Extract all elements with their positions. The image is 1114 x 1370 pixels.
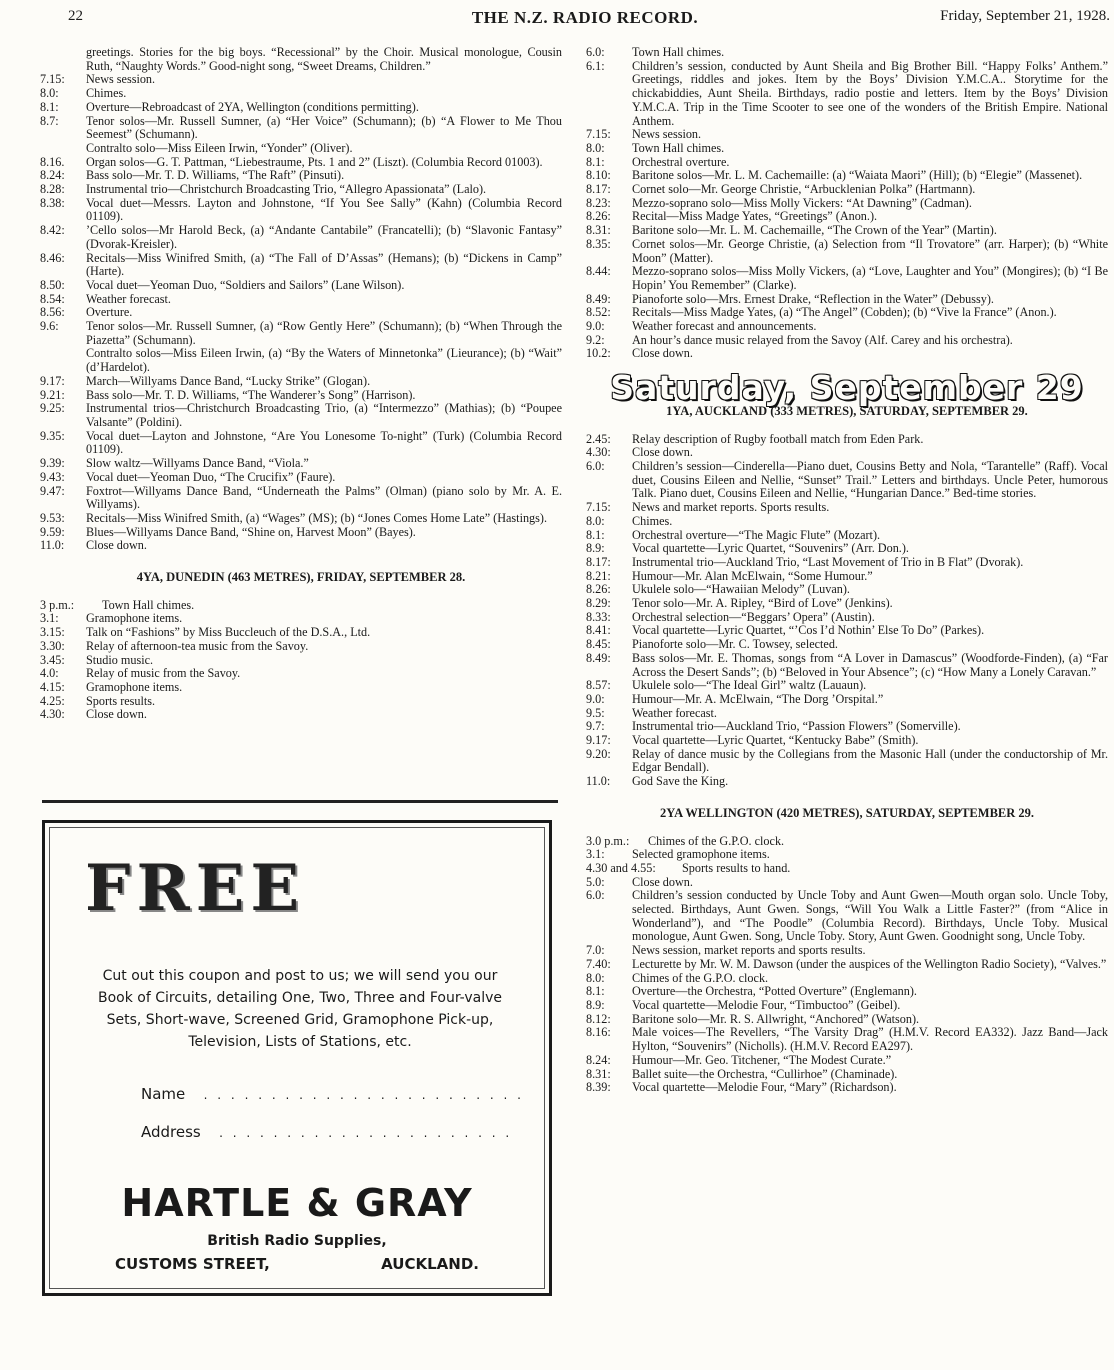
entry-text: Vocal quartette—Melodie Four, “Timbuctoo” (Geibel). [632,998,901,1012]
entry-time: 8.41: [586,623,611,638]
entry-text: Overture—Rebroadcast of 2YA, Wellington (conditions permitting). [86,99,419,114]
entry-text: Cornet solos—Mr. George Christie, (a) Selection from “Il Trovatore” (arr. Harper); (b) “White Moon” (Matter). [632,236,1108,265]
entry-text: Chimes of the G.P.O. clock. [648,833,785,848]
entry-text: Studio music. [86,652,154,667]
ad-tagline: British Radio Supplies, [207,1233,387,1249]
programme-entry [40,612,562,626]
entry-time: 8.1: [586,984,605,999]
programme-entry [586,210,1108,224]
programme-entry [586,433,1108,447]
programme-entry [586,460,1108,501]
entry-time: 8.1: [586,527,605,542]
programme-entry [586,999,1108,1013]
entry-text: Chimes of the G.P.O. clock. [632,970,769,985]
programme-entry [586,1054,1108,1068]
entry-text: Recitals—Miss Winifred Smith, (a) “The Fall of D’Assas” (Hemans); (b) “Dickens in Camp” (Harte). [86,250,562,279]
entry-text: Recitals—Miss Winifred Smith, (a) “Wages” (MS); (b) “Jones Comes Home Late” (Hastings). [86,510,547,525]
entry-text: Mezzo-soprano solos—Miss Molly Vickers, (a) “Love, Laughter and You” (Mongires); (b) “I Be Hopin’ You Remember” (Clarke). [632,264,1108,292]
programme-entry [40,347,562,374]
entry-time [40,46,86,73]
entry-text: Weather forecast and announcements. [632,319,817,334]
entry-text: greetings. Stories for the big boys. “Recessional” by the Choir. Musical monologue, Cousin Ruth, “Naughty Words.” Good-night song, “Sweet Dreams, Children.” [86,45,562,73]
programme-entry [586,515,1108,529]
page-header [60,8,1110,34]
wellington-heading: 2YA WELLINGTON (420 METRES), SATURDAY, SEPTEMBER 29. [659,805,1035,820]
ad-headline: FREE [85,851,306,926]
entry-time: 8.10: [586,168,611,183]
entry-text: Baritone solo—Mr. R. S. Allwright, “Anchored” (Watson). [632,1011,920,1026]
auckland-heading: 1YA, AUCKLAND (333 METRES), SATURDAY, SEPTEMBER 29. [666,403,1028,418]
coupon-name-label: Name [141,1085,186,1103]
entry-time: 8.31: [586,223,611,238]
entry-text: Chimes. [632,513,673,528]
entry-text: Close down. [86,707,147,722]
programme-entry [586,734,1108,748]
entry-text: God Save the King. [632,774,729,789]
coupon-address-field[interactable] [141,1123,512,1141]
entry-time: 7.15: [586,127,611,142]
programme-entry [40,156,562,170]
entry-time: 8.42: [40,223,65,238]
entry-text: Contralto solo—Miss Eileen Irwin, “Yonder” (Oliver). [86,140,353,155]
programme-entry [586,347,1108,361]
entry-text: Tenor solos—Mr. Russell Sumner, (a) “Her Voice” (Schumann); (b) “A Flower to Me Thou Seemest” (Schumann). [86,113,562,142]
entry-text: Chimes. [86,86,127,101]
programme-entry [586,446,1108,460]
issue-date: Friday, September 21, 1928. [940,8,1110,24]
programme-entry [40,224,562,251]
entry-time: 8.57: [586,678,611,693]
entry-time: 9.0: [586,691,605,706]
programme-entry [40,115,562,142]
entry-text: Relay of dance music by the Collegians from the Masonic Hall (under the conductorship of Mr. Edgar Bendall). [632,746,1108,775]
entry-text: News and market reports. Sports results. [632,500,830,515]
programme-entry [586,876,1108,890]
programme-entry [586,972,1108,986]
programme-entry [586,848,1108,862]
column-divider [42,800,558,803]
entry-time: 4.0: [40,666,59,681]
entry-text: Humour—Mr. Alan McElwain, “Some Humour.” [632,568,873,583]
programme-entry [586,293,1108,307]
entry-time: 3.15: [40,625,65,640]
entry-text: Children’s session conducted by Uncle Toby and Aunt Gwen—Mouth organ solo. Uncle Toby, selected. Birthdays, Aunt Gwen. Songs, “Will You Walk a Little Faster?” (from “Alice in Wonderland”), and “The Poodle” (Columbia Record). Birthdays, Uncle Toby. Musical monologue, Aunt Gwen. Song, Uncle Toby. Story, Aunt Gwen. Goodnight song, Uncle Toby. [632,888,1108,944]
entry-text: Weather forecast. [632,705,717,720]
right-column [586,46,1108,1095]
entry-time: 8.52: [586,305,611,320]
programme-entry [586,597,1108,611]
entry-time: 8.29: [586,596,611,611]
entry-text: Vocal duet—Yeoman Duo, “The Crucifix” (Faure). [86,469,336,484]
entry-time: 6.0: [586,45,605,59]
entry-time: 8.49: [586,291,611,306]
programme-entry [40,626,562,640]
entry-time: 7.15: [40,72,65,87]
entry-text: Tenor solos—Mr. Russell Sumner, (a) “Row Gently Here” (Schumann); (b) “When Through the Piazetta” (Schumann). [86,319,562,347]
programme-entry [586,238,1108,265]
entry-text: Overture—the Orchestra, “Potted Overture” (Englemann). [632,984,917,999]
programme-entry [40,512,562,526]
entry-time: 9.59: [40,524,65,539]
entry-time: 3.45: [40,652,65,667]
entry-text: Gramophone items. [86,611,183,626]
hartle-gray-coupon-ad [42,820,552,1296]
entry-time: 5.0: [586,874,605,889]
entry-text: Close down. [632,874,693,889]
entry-text: Vocal duet—Layton and Johnstone, “Are You Lonesome To-night” (Turk) (Columbia Record 01109). [86,428,562,457]
entry-text: Relay description of Rugby football match from Eden Park. [632,431,924,446]
entry-time: 3.1: [40,611,59,626]
entry-time: 9.5: [586,705,605,720]
entry-time: 4.30 and 4.55: [586,860,656,875]
entry-time: 4.15: [40,679,65,694]
entry-text: Town Hall chimes. [632,140,725,155]
entry-text: News session. [632,127,702,142]
programme-entry [586,1026,1108,1053]
programme-entry [586,707,1108,721]
entry-time: 9.0: [586,319,605,334]
programme-entry [586,529,1108,543]
programme-entry [40,485,562,512]
entry-time: 9.21: [40,387,65,402]
entry-time: 2.45: [586,431,611,446]
entry-time: 8.45: [586,637,611,652]
entry-time: 8.24: [586,1052,611,1067]
entry-text: Humour—Mr. Geo. Titchener, “The Modest Curate.” [632,1052,892,1067]
entry-text: Town Hall chimes. [632,45,725,59]
entry-text: March—Willyams Dance Band, “Lucky Strike” (Glogan). [86,373,371,388]
ad-city: AUCKLAND. [381,1255,479,1273]
entry-text: Foxtrot—Willyams Dance Band, “Underneath the Palms” (Olman) (piano solo by Mr. A. E. Willyams). [86,483,562,512]
entry-text: Male voices—The Revellers, “The Varsity Drag” (H.M.V. Record EA332). Jazz Band—Jack Hylton, “Souvenirs” (Nicholls). (H.M.V. Record EA297). [632,1025,1108,1054]
entry-time: 9.39: [40,456,65,471]
entry-time: 10.2: [586,346,611,361]
programme-entry [40,389,562,403]
programme-entry [586,320,1108,334]
entry-time: 4.30: [586,445,611,460]
entry-time: 8.21: [586,568,611,583]
programme-entry [40,599,562,613]
entry-text: Close down. [86,538,147,553]
programme-entry [40,46,562,73]
entry-text: Contralto solos—Miss Eileen Irwin, (a) “By the Waters of Minnetonka” (Lieurance); (b) “Wait” (d’Hardelot). [86,346,562,375]
entry-text: Ukulele solo—“Hawaiian Melody” (Luvan). [632,582,850,597]
programme-entry [586,889,1108,944]
entry-time: 4.25: [40,693,65,708]
entry-text: Weather forecast. [86,291,171,306]
entry-text: Selected gramophone items. [632,847,770,862]
programme-entry [40,73,562,87]
wellington-programme [586,835,1108,1095]
dunedin-programme [40,599,562,722]
programme-entry [40,667,562,681]
entry-text: Vocal quartette—Melodie Four, “Mary” (Richardson). [632,1080,897,1095]
programme-entry [40,681,562,695]
entry-text: Lecturette by Mr. W. M. Dawson (under the auspices of the Wellington Radio Society), “Valves.” [632,956,1107,971]
programme-entry [40,539,562,553]
programme-entry [40,526,562,540]
programme-entry [40,252,562,279]
programme-entry [586,679,1108,693]
entry-time: 8.9: [586,998,605,1012]
entry-text: Vocal quartette—Lyric Quartet, “Souvenirs” (Arr. Don.). [632,541,909,556]
entry-time: 3.1: [586,847,605,862]
programme-entry [40,279,562,293]
programme-entry [40,471,562,485]
entry-time: 8.0: [40,86,59,101]
saturday-banner: Saturday, September 29 [610,368,1084,408]
entry-text: Instrumental trio—Auckland Trio, “Passion Flowers” (Somerville). [632,719,961,734]
entry-text: Talk on “Fashions” by Miss Buccleuch of the D.S.A., Ltd. [86,625,371,640]
ad-brand-name: HARTLE & GRAY [121,1181,473,1225]
programme-entry [40,183,562,197]
entry-time: 8.46: [40,250,65,265]
programme-entry [586,265,1108,292]
entry-text: Sports results. [86,693,156,708]
programme-entry [586,985,1108,999]
programme-entry [586,542,1108,556]
ad-body-text: Cut out this coupon and post to us; we will send you our Book of Circuits, detailing One, Two, Three and Four-valve Sets, Short-wave, Screened Grid, Gramophone Pick-up, Television, Lists of Stations, etc. [97,968,503,1050]
entry-text: Instrumental trio—Christchurch Broadcasting Trio, “Allegro Apassionata” (Lalo). [86,182,487,197]
entry-time: 8.17: [586,554,611,569]
entry-time: 8.33: [586,609,611,624]
entry-time: 7.15: [586,500,611,515]
entry-time: 8.23: [586,195,611,210]
entry-text: Slow waltz—Willyams Dance Band, “Viola.” [86,456,309,471]
programme-entry [40,169,562,183]
entry-time: 8.31: [586,1066,611,1081]
programme-entry [586,835,1108,849]
entry-time: 9.17: [586,733,611,748]
entry-time: 9.2: [586,332,605,347]
programme-entry [586,652,1108,679]
entry-time: 7.0: [586,943,605,958]
entry-text: Bass solos—Mr. E. Thomas, songs from “A Lover in Damascus” (Woodforde-Finden), (a) “Far Across the Desert Sands”; (b) “Beloved in Your Absence”; (c) “How Many a Lonely Caravan.” [632,650,1108,679]
programme-entry [40,101,562,115]
programme-entry [40,375,562,389]
entry-time: 4.30: [40,707,65,722]
entry-text: Ukulele solo—“The Ideal Girl” waltz (Lauaun). [632,678,867,693]
programme-entry [40,197,562,224]
ad-street: CUSTOMS STREET, [115,1255,270,1273]
entry-text: Pianoforte solo—Mr. C. Towsey, selected. [632,637,838,652]
entry-text: Ballet suite—the Orchestra, “Cullirhoe” (Chaminade). [632,1066,898,1081]
entry-time: 8.17: [586,182,611,197]
entry-text: Orchestral selection—“Beggars’ Opera” (Austin). [632,609,875,624]
entry-time: 8.12: [586,1011,611,1026]
entry-time: 8.26: [586,582,611,597]
programme-entry [40,402,562,429]
programme-entry [40,87,562,101]
entry-text: Recitals—Miss Madge Yates, (a) “The Angel” (Cobden); (b) “Vive la France” (Anon.). [632,305,1057,320]
entry-text: An hour’s dance music relayed from the Savoy (Alf. Carey and his orchestra). [632,332,1013,347]
programme-entry [40,695,562,709]
entry-text: Mezzo-soprano solo—Miss Molly Vickers: “At Dawning” (Cadman). [632,195,972,210]
entry-text: Tenor solo—Mr. A. Ripley, “Bird of Love” (Jenkins). [632,596,893,611]
entry-time: 8.1: [40,99,59,114]
entry-time: 8.50: [40,277,65,292]
entry-text: Pianoforte solo—Mrs. Ernest Drake, “Reflection in the Water” (Debussy). [632,291,994,306]
entry-time: 8.54: [40,291,65,306]
entry-text: Orchestral overture—“The Magic Flute” (Mozart). [632,527,881,542]
entry-time: 6.1: [586,58,605,73]
entry-text: Baritone solos—Mr. L. M. Cachemaille: (a) “Waiata Maori” (Hill); (b) “Elegie” (Massenet). [632,168,1083,183]
entry-text: Instrumental trios—Christchurch Broadcasting Trio, (a) “Intermezzo” (Mathias); (b) “Poupee Valsante” (Poldini). [86,401,562,429]
entry-time: 8.44: [586,264,611,279]
programme-entry [586,958,1108,972]
entry-time: 9.20: [586,746,611,761]
programme-continued [586,46,1108,361]
auckland-programme [586,433,1108,789]
programme-entry [40,320,562,347]
programme-entry [586,638,1108,652]
entry-time: 6.0: [586,458,605,473]
programme-entry [586,944,1108,958]
entry-time: 8.28: [40,182,65,197]
programme-entry [586,862,1108,876]
programme-entry [586,720,1108,734]
entry-time: 8.1: [586,154,605,169]
entry-time: 8.56: [40,305,65,320]
programme-entry [40,457,562,471]
entry-text: Baritone solo—Mr. L. M. Cachemaille, “The Crown of the Year” (Martin). [632,223,997,238]
entry-text: Blues—Willyams Dance Band, “Shine on, Harvest Moon” (Bayes). [86,524,416,539]
entry-text: Town Hall chimes. [102,597,195,612]
entry-time: 11.0: [586,774,611,789]
entry-text: Close down. [632,445,693,460]
entry-time: 8.7: [40,113,59,128]
entry-text: Recital—Miss Madge Yates, “Greetings” (Anon.). [632,209,878,224]
programme-entry [40,142,562,156]
programme-entry [586,1068,1108,1082]
entry-text: Relay of music from the Savoy. [86,666,241,681]
entry-time: 8.16. [40,154,65,169]
entry-time: 3.30: [40,638,65,653]
entry-time [40,142,86,156]
programme-entry [586,197,1108,211]
page-number: 22 [68,8,83,24]
entry-time: 9.53: [40,510,65,525]
entry-time: 8.0: [586,140,605,155]
programme-entry [586,334,1108,348]
entry-text: News session. [86,72,156,87]
entry-time: 9.17: [40,373,65,388]
programme-entry [586,46,1108,60]
programme-entry [40,654,562,668]
entry-text: Close down. [632,346,693,361]
entry-time: 9.35: [40,428,65,443]
programme-entry [586,693,1108,707]
programme-entry [586,156,1108,170]
programme-entry [586,611,1108,625]
entry-time: 8.9: [586,541,605,556]
entry-text: Orchestral overture. [632,154,730,169]
programme-entry [40,708,562,722]
entry-text: Vocal duet—Messrs. Layton and Johnstone, “If You See Sally” (Kahn) (Columbia Record 01109). [86,195,562,224]
coupon-address-line: . . . . . . . . . . . . . . . . . . . . . . [205,1126,513,1140]
programme-entry [586,775,1108,789]
programme-entry [586,60,1108,129]
programme-entry [586,142,1108,156]
christchurch-programme-continued [40,46,562,553]
programme-entry [586,748,1108,775]
programme-entry [586,169,1108,183]
entry-text: Gramophone items. [86,679,183,694]
entry-time: 8.0: [586,970,605,985]
entry-time: 8.38: [40,195,65,210]
entry-text: ’Cello solos—Mr Harold Beck, (a) “Andante Cantabile” (Francatelli); (b) “Slavonic Fantasy” (Dvorak-Kreisler). [86,223,562,251]
programme-entry [586,183,1108,197]
entry-text: Organ solos—G. T. Pattman, “Liebestraume, Pts. 1 and 2” (Liszt). (Columbia Record 01003). [86,154,543,169]
entry-time: 8.35: [586,236,611,251]
entry-text: Vocal quartette—Lyric Quartet, “’Cos I’d Nothin’ Else To Do” (Parkes). [632,623,985,638]
coupon-address-label: Address [141,1123,201,1141]
coupon-name-line: . . . . . . . . . . . . . . . . . . . . . . . . [190,1088,524,1102]
entry-text: Vocal quartette—Lyric Quartet, “Kentucky Babe” (Smith). [632,733,919,748]
entry-time: 9.7: [586,719,605,734]
entry-time: 7.40: [586,956,611,971]
programme-entry [586,306,1108,320]
entry-text: Relay of afternoon-tea music from the Savoy. [86,638,309,653]
entry-text: Cornet solo—Mr. George Christie, “Arbucklenian Polka” (Hartmann). [632,182,976,197]
programme-entry [40,430,562,457]
publication-title: THE N.Z. RADIO RECORD. [471,8,699,27]
entry-time: 6.0: [586,888,605,903]
entry-time: 8.16: [586,1025,611,1040]
entry-time: 8.39: [586,1080,611,1095]
entry-time: 11.0: [40,538,65,553]
entry-text: Humour—Mr. A. McElwain, “The Dorg ’Orspital.” [632,691,884,706]
programme-entry [586,224,1108,238]
entry-text: Children’s session, conducted by Aunt Sheila and Big Brother Bill. “Happy Folks’ Anthem.” Greetings, riddles and jokes. Item by the Boys’ Division Y.M.C.A.. Storytime for the chickabiddies, Aunt Sheila. Birthdays, radio postie and letters. Item by the Boys’ Division Y.M.C.A. Trip in the Time Scooter to see one of the wonders of the British Empire. National Anthem. [632,58,1108,128]
programme-entry [586,1013,1108,1027]
entry-text: Instrumental trio—Auckland Trio, “Last Movement of Trio in B Flat” (Dvorak). [632,554,1024,569]
entry-text: Overture. [86,305,133,320]
programme-entry [586,556,1108,570]
entry-text: News session, market reports and sports results. [632,943,866,958]
programme-entry [586,624,1108,638]
entry-time [40,347,86,374]
entry-time: 9.43: [40,469,65,484]
entry-text: Bass solo—Mr. T. D. Williams, “The Wanderer’s Song” (Harrison). [86,387,416,402]
entry-time: 3.0 p.m.: [586,833,630,848]
entry-time: 9.25: [40,401,65,416]
entry-time: 9.47: [40,483,65,498]
programme-entry [40,306,562,320]
entry-time: 8.0: [586,513,605,528]
programme-entry [40,293,562,307]
entry-text: Bass solo—Mr. T. D. Williams, “The Raft” (Pinsuti). [86,168,345,183]
entry-text: Vocal duet—Yeoman Duo, “Soldiers and Sailors” (Lane Wilson). [86,277,405,292]
entry-time: 3 p.m.: [40,597,75,612]
entry-time: 8.24: [40,168,65,183]
programme-entry [586,128,1108,142]
programme-entry [586,1081,1108,1095]
programme-entry [40,640,562,654]
left-column [40,46,562,722]
programme-entry [586,570,1108,584]
entry-time: 8.26: [586,209,611,224]
programme-entry [586,583,1108,597]
entry-time: 8.49: [586,650,611,665]
entry-text: Children’s session—Cinderella—Piano duet, Cousins Betty and Nola, “Tarantelle” (Raff). Vocal duet, Cousins Eileen and Nellie, “Sunset” Trail.” Letters and birthdays. Uncle Peter, humorous Talk. Piano duet, Cousins Eileen and Nellie, “Hungarian Dance.” Bed-time stories. [632,458,1108,501]
entry-text: Sports results to hand. [682,860,791,875]
coupon-name-field[interactable] [141,1085,524,1103]
dunedin-heading: 4YA, DUNEDIN (463 METRES), FRIDAY, SEPTEMBER 28. [136,570,466,585]
entry-time: 9.6: [40,319,59,334]
programme-entry [586,501,1108,515]
